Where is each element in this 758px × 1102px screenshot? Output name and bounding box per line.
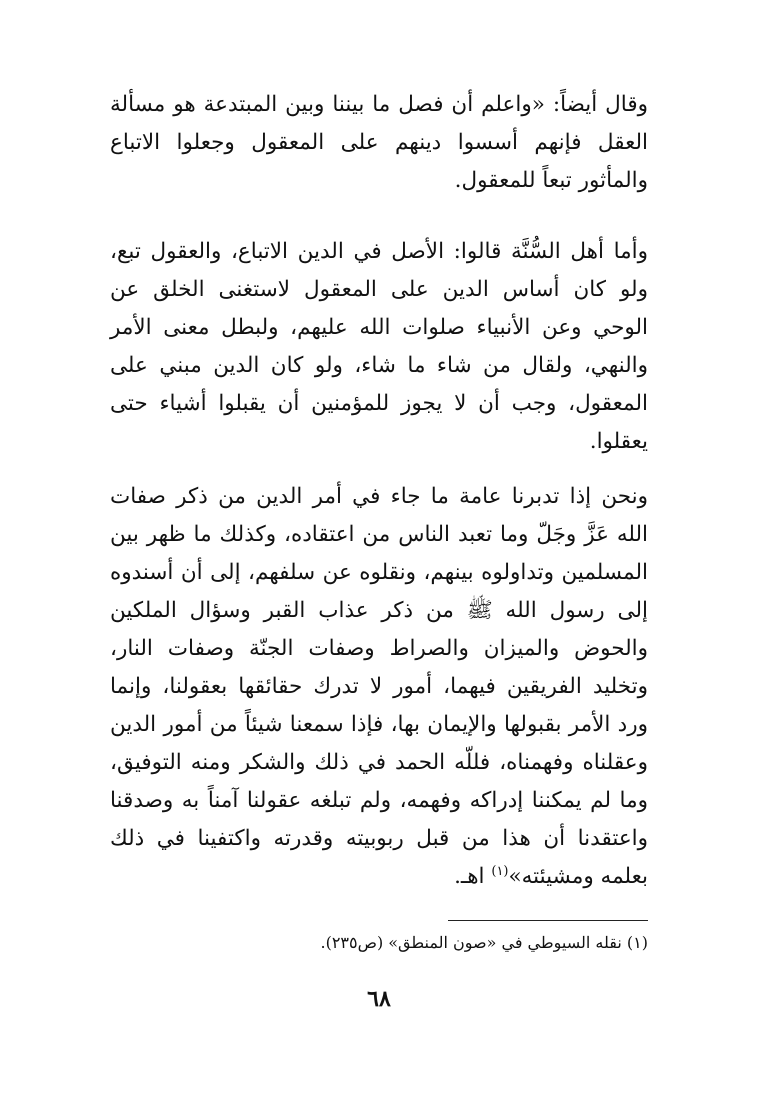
- paragraph-2-text: وأما أهل السُّنَّة قالوا: الأصل في الدين الاتباع، والعقول تبع، ولو كان أساس الدين على المعقول لاستغنى الخلق عن الوحي وعن الأنبياء صلوات الله عليهم، ولبطل معنى الأمر والنهي، ولقال من شاء ما شاء، ولو كان الدين مبني على المعقول، وجب أن لا يجوز للمؤمنين أن يقبلوا أشياء حتى يعقلوا.: [110, 239, 648, 454]
- closing-abbreviation: اهـ.: [454, 864, 492, 889]
- footnote-reference: (١): [491, 863, 509, 879]
- paragraph-2: [110, 233, 648, 461]
- paragraph-1-text: وقال أيضاً: «واعلم أن فصل ما بيننا وبين المبتدعة هو مسألة العقل فإنهم أسسوا دينهم على المعقول وجعلوا الاتباع والمأثور تبعاً للمعقول.: [110, 92, 648, 193]
- footnote: [110, 930, 648, 956]
- paragraph-3-text: ونحن إذا تدبرنا عامة ما جاء في أمر الدين من ذكر صفات الله عَزَّ وجَلّ وما تعبد الناس من اعتقاده، وكذلك ما ظهر بين المسلمين وتداولوه بينهم، ونقلوه عن سلفهم، إلى أن أسندوه إلى رسول الله ﷺ من ذكر عذاب القبر وسؤال الملكين والحوض والميزان والصراط وصفات الجنّة وصفات النار، وتخليد الفريقين فيهما، أمور لا تدرك حقائقها بعقولنا، وإنما ورد الأمر بقبولها والإيمان بها، فإذا سمعنا شيئاً من أمور الدين وعقلناه وفهمناه، فللّه الحمد في ذلك والشكر ومنه التوفيق، وما لم يمكننا إدراكه وفهمه، ولم تبلغه عقولنا آمناً به وصدقنا واعتقدنا أن هذا من قبل ربوبيته وقدرته واكتفينا في ذلك بعلمه ومشيئته»: [110, 484, 648, 889]
- paragraph-1: [110, 86, 648, 200]
- footnote-text: (١) نقله السيوطي في «صون المنطق» (ص٢٣٥).: [320, 933, 648, 952]
- footnote-divider: [448, 920, 648, 921]
- page-number: ٦٨: [367, 986, 391, 1012]
- paragraph-3: [110, 478, 648, 896]
